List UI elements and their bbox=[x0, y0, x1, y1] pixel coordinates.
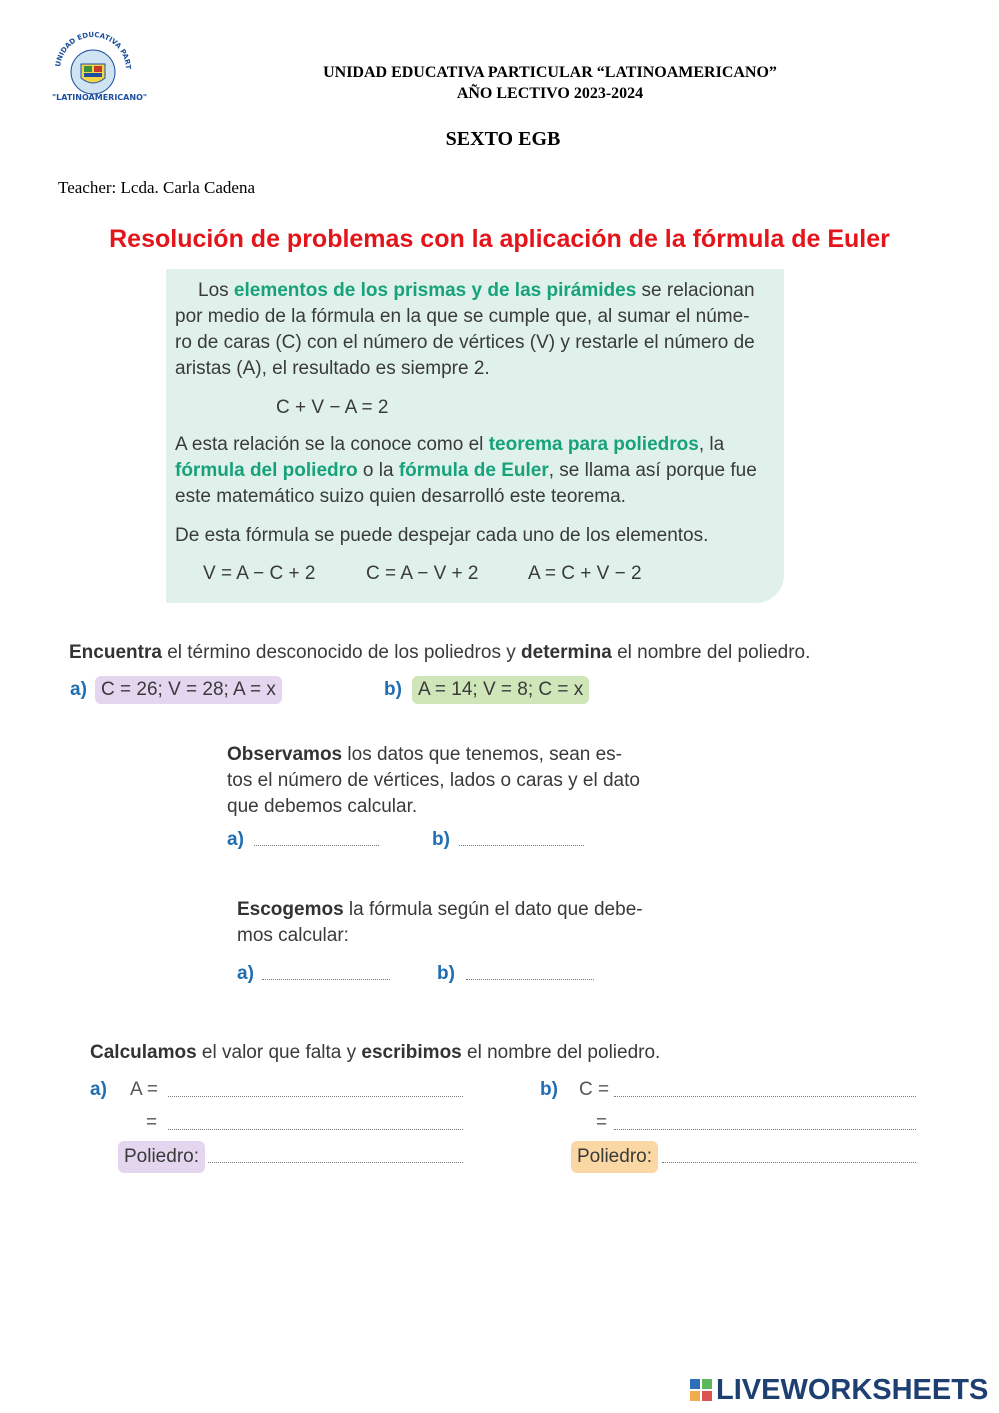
choose-a-answer[interactable] bbox=[262, 979, 390, 980]
page-title: Resolución de problemas con la aplicación de la fórmula de Euler bbox=[109, 225, 890, 253]
choose-line-2: mos calcular: bbox=[237, 925, 349, 946]
calc-b-answer-1[interactable] bbox=[614, 1096, 916, 1097]
calc-a-label: a) bbox=[90, 1079, 107, 1100]
calc-instruction: Calculamos el valor que falta y escribimos el nombre del poliedro. bbox=[90, 1042, 661, 1063]
observe-b-label: b) bbox=[432, 829, 450, 850]
school-name: UNIDAD EDUCATIVA PARTICULAR “LATINOAMERICANO” bbox=[323, 64, 777, 81]
formula-caras: C = A − V + 2 bbox=[366, 563, 479, 584]
theory-line-4: aristas (A), el resultado es siempre 2. bbox=[175, 358, 490, 379]
teacher-name: Teacher: Lcda. Carla Cadena bbox=[58, 178, 256, 197]
calc-a-answer-2[interactable] bbox=[168, 1129, 463, 1130]
theory-line-3: ro de caras (C) con el número de vértices (V) y restarle el número de bbox=[175, 332, 755, 353]
theory-line-6: fórmula del poliedro o la fórmula de Euler, se llama así porque fue bbox=[175, 460, 757, 481]
calc-b-variable: C = bbox=[579, 1079, 610, 1100]
formula-aristas: A = C + V − 2 bbox=[528, 563, 642, 584]
task-instruction: Encuentra el término desconocido de los poliedros y determina el nombre del poliedro. bbox=[69, 642, 811, 663]
liveworksheets-wordmark: LIVEWORKSHEETS bbox=[716, 1373, 989, 1406]
calc-a-variable: A = bbox=[130, 1079, 158, 1100]
calc-b-poliedro-label: Poliedro: bbox=[571, 1141, 658, 1173]
theory-line-2: por medio de la fórmula en la que se cumple que, al sumar el núme- bbox=[175, 306, 750, 327]
task-b-label: b) bbox=[384, 679, 402, 700]
calc-b-poliedro-answer[interactable] bbox=[662, 1162, 916, 1163]
theory-line-7: este matemático suizo quien desarrolló este teorema. bbox=[175, 486, 626, 507]
school-year: AÑO LECTIVO 2023-2024 bbox=[456, 85, 644, 102]
calc-b-label: b) bbox=[540, 1079, 558, 1100]
svg-text:UNIDAD EDUCATIVA PARTICULAR: UNIDAD EDUCATIVA PART bbox=[54, 30, 133, 70]
observe-b-answer[interactable] bbox=[459, 845, 584, 846]
task-b-data: A = 14; V = 8; C = x bbox=[412, 676, 589, 704]
calc-b-answer-2[interactable] bbox=[614, 1129, 916, 1130]
formula-vertices: V = A − C + 2 bbox=[203, 563, 316, 584]
observe-a-answer[interactable] bbox=[254, 845, 379, 846]
observe-line-2: tos el número de vértices, lados o caras y el dato bbox=[227, 770, 640, 791]
liveworksheets-logo bbox=[690, 1375, 988, 1405]
choose-b-answer[interactable] bbox=[466, 979, 594, 980]
calc-b-equals: = bbox=[596, 1112, 608, 1133]
calc-a-poliedro-label: Poliedro: bbox=[118, 1141, 205, 1173]
euler-formula: C + V − A = 2 bbox=[276, 397, 389, 418]
logo-caption: "LATINOAMERICANO" bbox=[52, 93, 148, 102]
theory-box bbox=[166, 269, 784, 603]
grade-title: SEXTO EGB bbox=[445, 128, 561, 150]
observe-a-label: a) bbox=[227, 829, 244, 850]
choose-line-1: Escogemos la fórmula según el dato que debe- bbox=[237, 899, 643, 920]
choose-b-label: b) bbox=[437, 963, 455, 984]
calc-a-answer-1[interactable] bbox=[168, 1096, 463, 1097]
liveworksheets-icon bbox=[690, 1379, 712, 1401]
theory-line-5: A esta relación se la conoce como el teorema para poliedros, la bbox=[175, 434, 725, 455]
task-a-label: a) bbox=[70, 679, 87, 700]
observe-line-1: Observamos los datos que tenemos, sean es- bbox=[227, 744, 623, 765]
theory-line-1: Los elementos de los prismas y de las pirámides se relacionan bbox=[198, 280, 755, 301]
choose-a-label: a) bbox=[237, 963, 254, 984]
calc-a-poliedro-answer[interactable] bbox=[208, 1162, 463, 1163]
theory-line-8: De esta fórmula se puede despejar cada uno de los elementos. bbox=[175, 525, 709, 546]
observe-line-3: que debemos calcular. bbox=[227, 796, 418, 817]
task-a-data: C = 26; V = 28; A = x bbox=[95, 676, 282, 704]
calc-a-equals: = bbox=[146, 1112, 158, 1133]
